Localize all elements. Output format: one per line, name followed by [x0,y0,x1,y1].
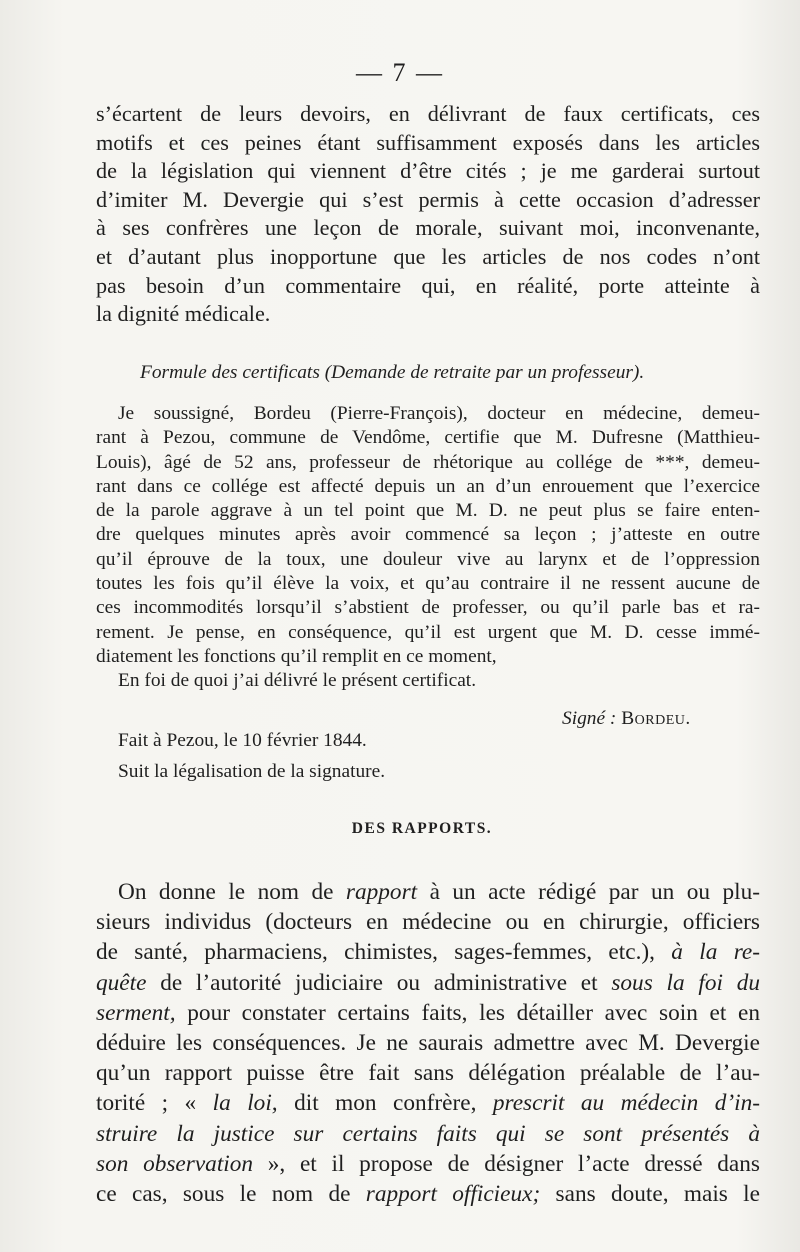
page-number: — 7 — [356,58,444,87]
text-line: ces incommodités lorsqu’il s’abstient de professer, ou qu’il parle bas et ra- [96,597,760,619]
text-line: ce cas, sous le nom de rapport officieux; sans doute, mais le [96,1181,760,1208]
text-line: de la législation qui viennent d’être cités ; je me garderai surtout [96,158,760,184]
text-line: diatement les fonctions qu’il remplit en ce moment, [96,645,497,667]
certificate-text [96,402,760,694]
text-line: d’imiter M. Devergie qui s’est permis à cette occasion d’adresser [96,186,760,212]
text-line: et d’autant plus inopportune que les articles de nos codes n’ont [96,243,760,269]
text-line: dre quelques minutes après avoir commencé sa leçon ; j’atteste en outre [96,524,760,546]
text-line: rant dans ce collége est affecté depuis un an d’un enrouement que l’exercice [96,475,760,497]
text-line: de la parole aggrave à un tel point que M. D. ne peut plus se faire enten- [96,500,760,522]
legalisation-note: Suit la légalisation de la signature. [118,761,386,782]
signed-label: Signé : [562,708,617,729]
text-line: déduire les conséquences. Je ne saurais admettre avec M. Devergie [96,1030,760,1057]
text-line: rant à Pezou, commune de Vendôme, certifie que M. Dufresne (Matthieu- [96,427,760,449]
text-line: Je soussigné, Bordeu (Pierre-François), docteur en médecine, demeu- [118,403,760,424]
text-line: motifs et ces peines étant suffisamment exposés dans les articles [96,129,760,155]
place-date: Fait à Pezou, le 10 février 1844. [118,730,367,751]
text-line: rement. Je pense, en conséquence, qu’il est urgent que M. D. cesse immé- [96,621,760,643]
formula-heading: Formule des certificats (Demande de retraite par un professeur). [140,362,645,383]
signer-name: Bordeu. [621,708,691,729]
text-line: serment, pour constater certains faits, les détailler avec soin et en [96,999,760,1026]
text-line: Louis), âgé de 52 ans, professeur de rhétorique au collége de ***, demeu- [96,451,760,473]
text-line: de santé, pharmaciens, chimistes, sages-femmes, etc.), à la re- [96,939,760,966]
text-line: la dignité médicale. [96,301,271,327]
text-line: quête de l’autorité judiciaire ou administrative et sous la foi du [96,969,760,996]
text-line: qu’un rapport puisse être fait sans délégation préalable de l’au- [96,1060,760,1087]
paragraph-2 [96,877,760,1209]
text-line: sieurs individus (docteurs en médecine ou en chirurgie, officiers [96,909,760,936]
text-line: s’écartent de leurs devoirs, en délivrant de faux certificats, ces [96,101,760,126]
text-line: On donne le nom de rapport à un acte rédigé par un ou plu- [118,879,760,905]
text-line: En foi de quoi j’ai délivré le présent certificat. [118,670,477,692]
text-line: son observation », et il propose de désigner l’acte dressé dans [96,1150,760,1177]
signature-line [562,708,691,730]
text-line: struire la justice sur certains faits qui se sont présentés à [96,1120,760,1147]
text-line: toutes les fois qu’il élève la voix, et qu’au contraire il ne ressent aucune de [96,573,760,595]
paragraph-1 [96,100,760,329]
text-line: qu’il éprouve de la toux, une douleur vive au larynx et de l’oppression [96,548,760,570]
section-title: DES RAPPORTS. [351,820,493,837]
text-line: à ses confrères une leçon de morale, suivant moi, inconvenante, [96,215,760,241]
text-line: pas besoin d’un commentaire qui, en réalité, porte atteinte à [96,272,760,298]
text-line: torité ; « la loi, dit mon confrère, prescrit au médecin d’in- [96,1090,760,1117]
